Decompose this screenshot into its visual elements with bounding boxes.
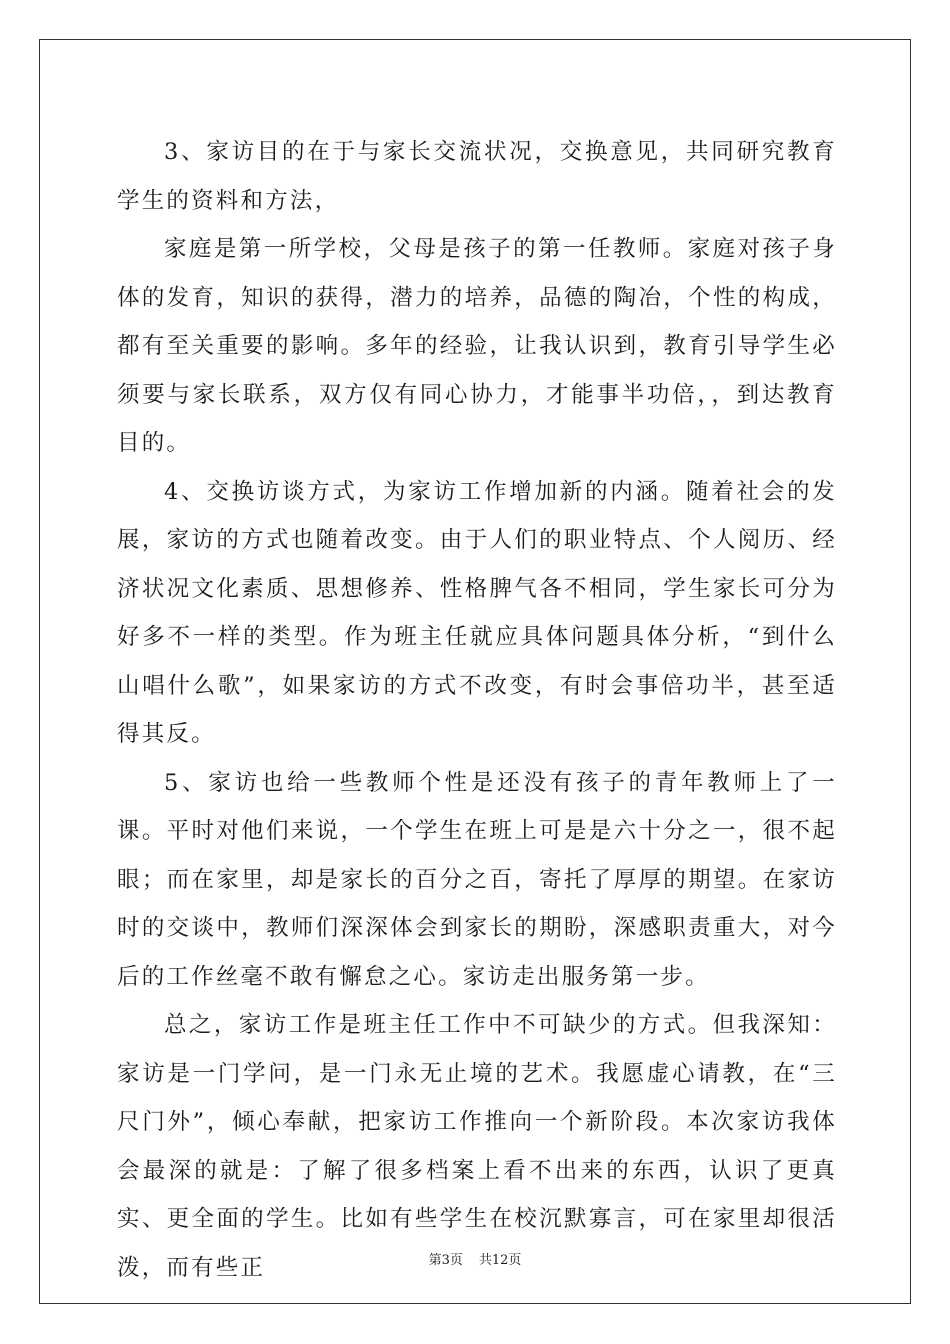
paragraph-summary: 总之，家访工作是班主任工作中不可缺少的方式。但我深知：家访是一门学问，是一门永无止境的艺术。我愿虚心请教，在“三尺门外”，倾心奉献，把家访工作推向一个新阶段。本次家访我体会最深的就是：了解了很多档案上看不出来的东西，认识了更真实、更全面的学生。比如有些学生在校沉默寡言，可在家里却很活泼，而有些正 [117, 1012, 837, 1281]
page-footer [0, 1249, 950, 1268]
paragraph-item-5: 5、家访也给一些教师个性是还没有孩子的青年教师上了一课。平时对他们来说，一个学生在班上可是是六十分之一，很不起眼；而在家里，却是家长的百分之百，寄托了厚厚的期望。在家访时的交谈中，教师们深深体会到家长的期盼，深感职责重大，对今后的工作丝毫不敢有懈怠之心。家访走出服务第一步。 [117, 769, 837, 990]
paragraph-item-4: 4、交换访谈方式，为家访工作增加新的内涵。随着社会的发展，家访的方式也随着改变。由于人们的职业特点、个人阅历、经济状况文化素质、思想修养、性格脾气各不相同，学生家长可分为好多不一样的类型。作为班主任就应具体问题具体分析，“到什么山唱什么歌”，如果家访的方式不改变，有时会事倍功半，甚至适得其反。 [117, 478, 837, 747]
paragraph-item-3: 3、家访目的在于与家长交流状况，交换意见，共同研究教育学生的资料和方法， [117, 139, 837, 214]
page-number: 第3页 [428, 1253, 463, 1268]
page-total: 共12页 [478, 1253, 522, 1268]
document-body [117, 128, 837, 1292]
paragraph-family-school: 家庭是第一所学校，父母是孩子的第一任教师。家庭对孩子身体的发育，知识的获得，潜力的培养，品德的陶冶，个性的构成，都有至关重要的影响。多年的经验，让我认识到，教育引导学生必须要与家长联系，双方仅有同心协力，才能事半功倍，，到达教育目的。 [117, 236, 837, 456]
